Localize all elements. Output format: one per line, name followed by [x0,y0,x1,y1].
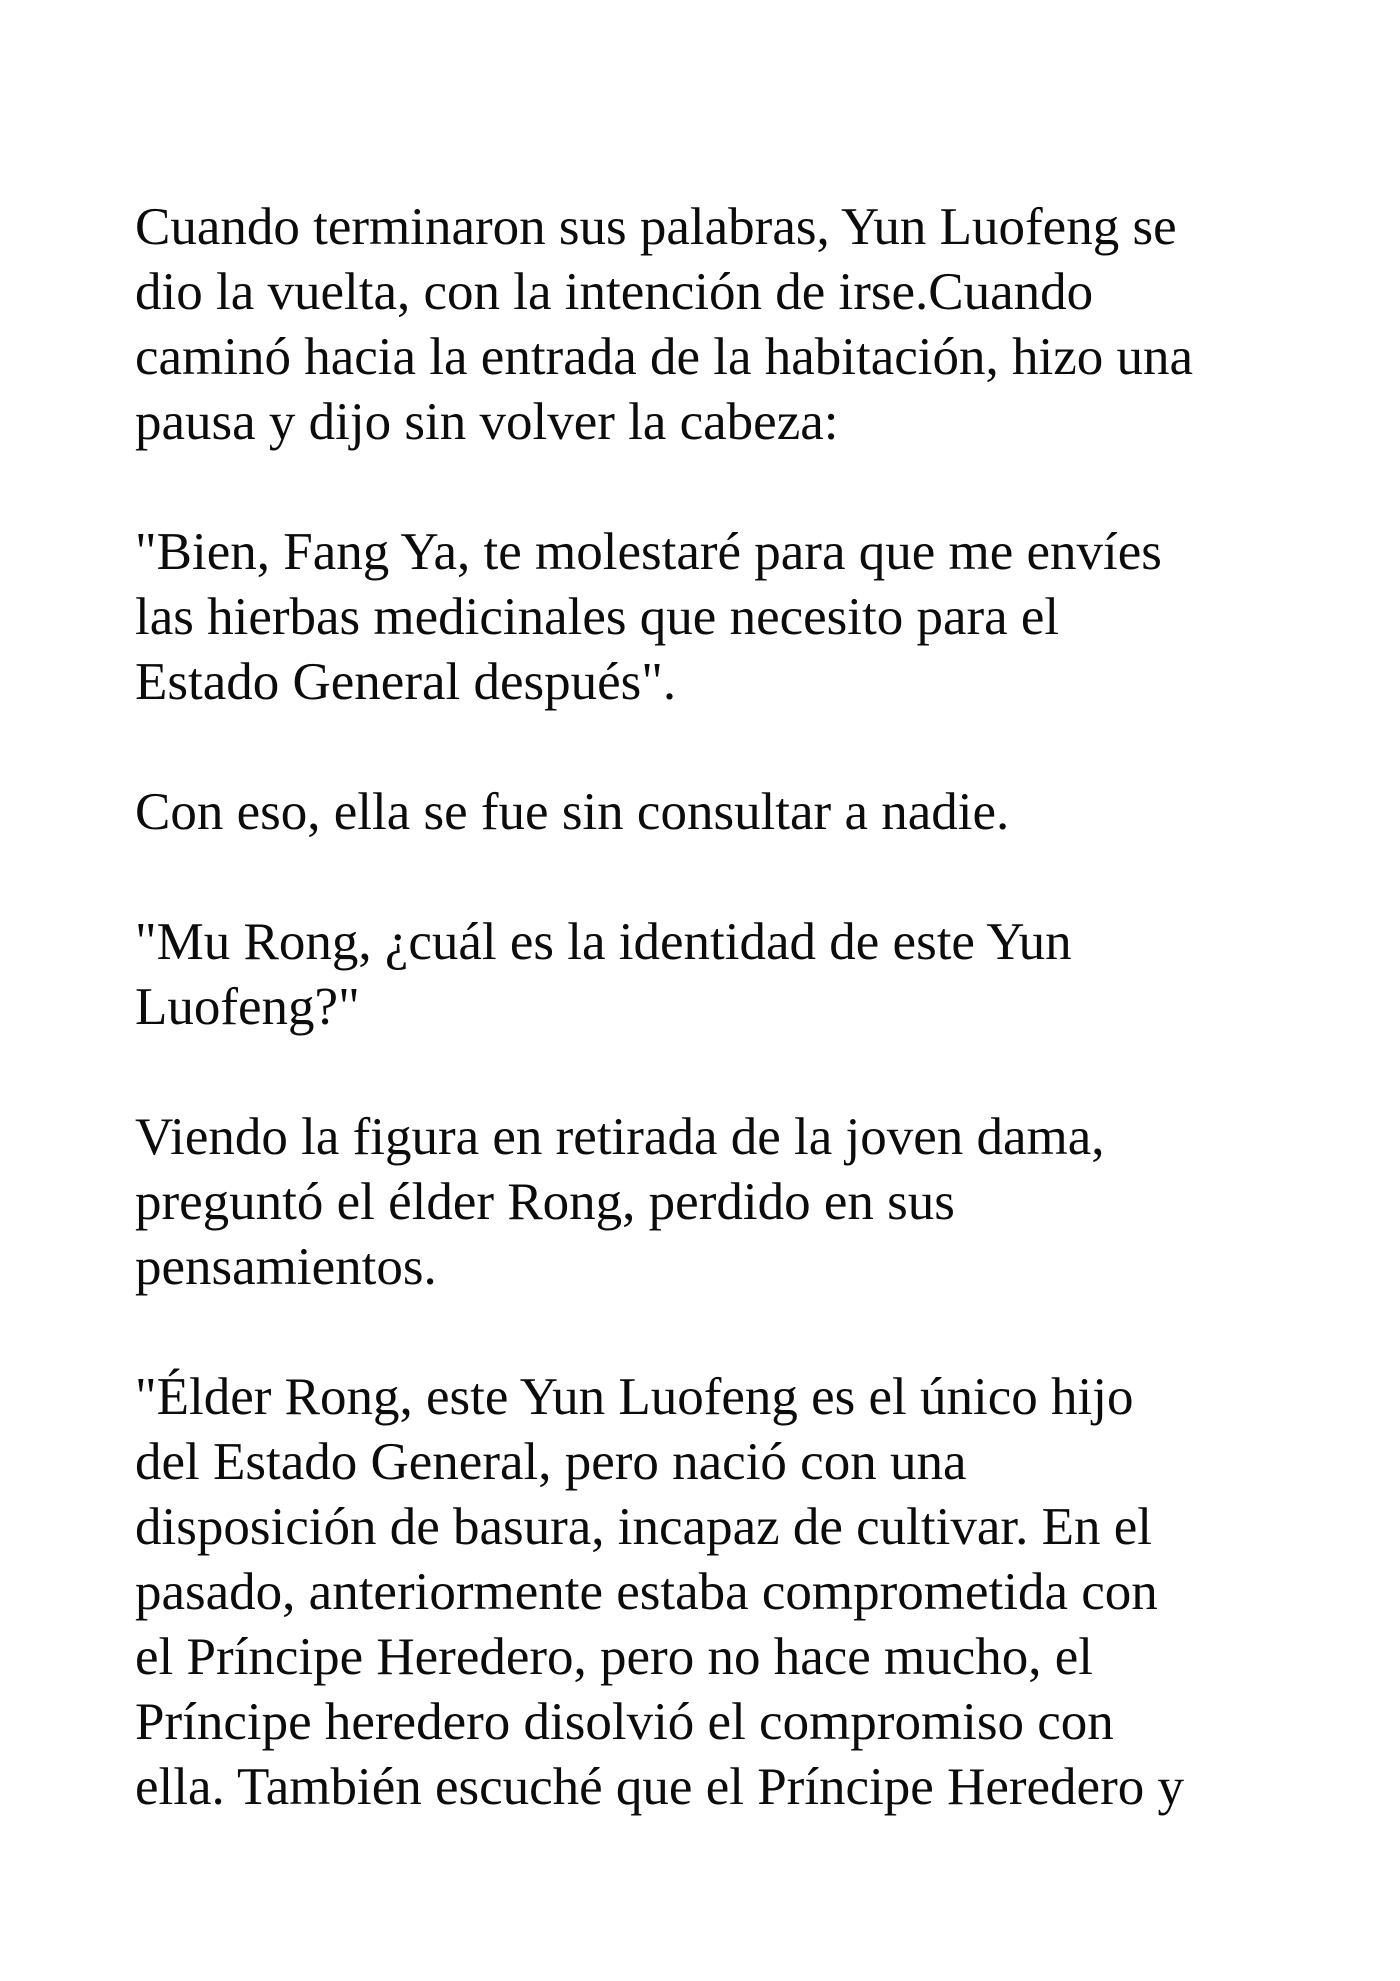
paragraph-1: Cuando terminaron sus palabras, Yun Luofeng se dio la vuelta, con la intención de irse.Cuando caminó hacia la entrada de la habitación, hizo una pausa y dijo sin volver la cabeza: [135,198,1194,451]
document-body [135,195,1340,1820]
paragraph-6: "Élder Rong, este Yun Luofeng es el único hijo del Estado General, pero nació con una disposición de basura, incapaz de cultivar. En el pasado, anteriormente estaba comprometida con el Príncipe Heredero, pero no hace mucho, el Príncipe heredero disolvió el compromiso con ella. También escuché que el Príncipe Heredero y [135,1368,1184,1816]
paragraph-3: Con eso, ella se fue sin consultar a nadie. [135,783,1010,841]
paragraph-5: Viendo la figura en retirada de la joven dama, preguntó el élder Rong, perdido en sus pensamientos. [135,1108,1105,1296]
paragraph-2: "Bien, Fang Ya, te molestaré para que me envíes las hierbas medicinales que necesito para el Estado General después". [135,523,1162,711]
paragraph-4: "Mu Rong, ¿cuál es la identidad de este Yun Luofeng?" [135,913,1072,1036]
